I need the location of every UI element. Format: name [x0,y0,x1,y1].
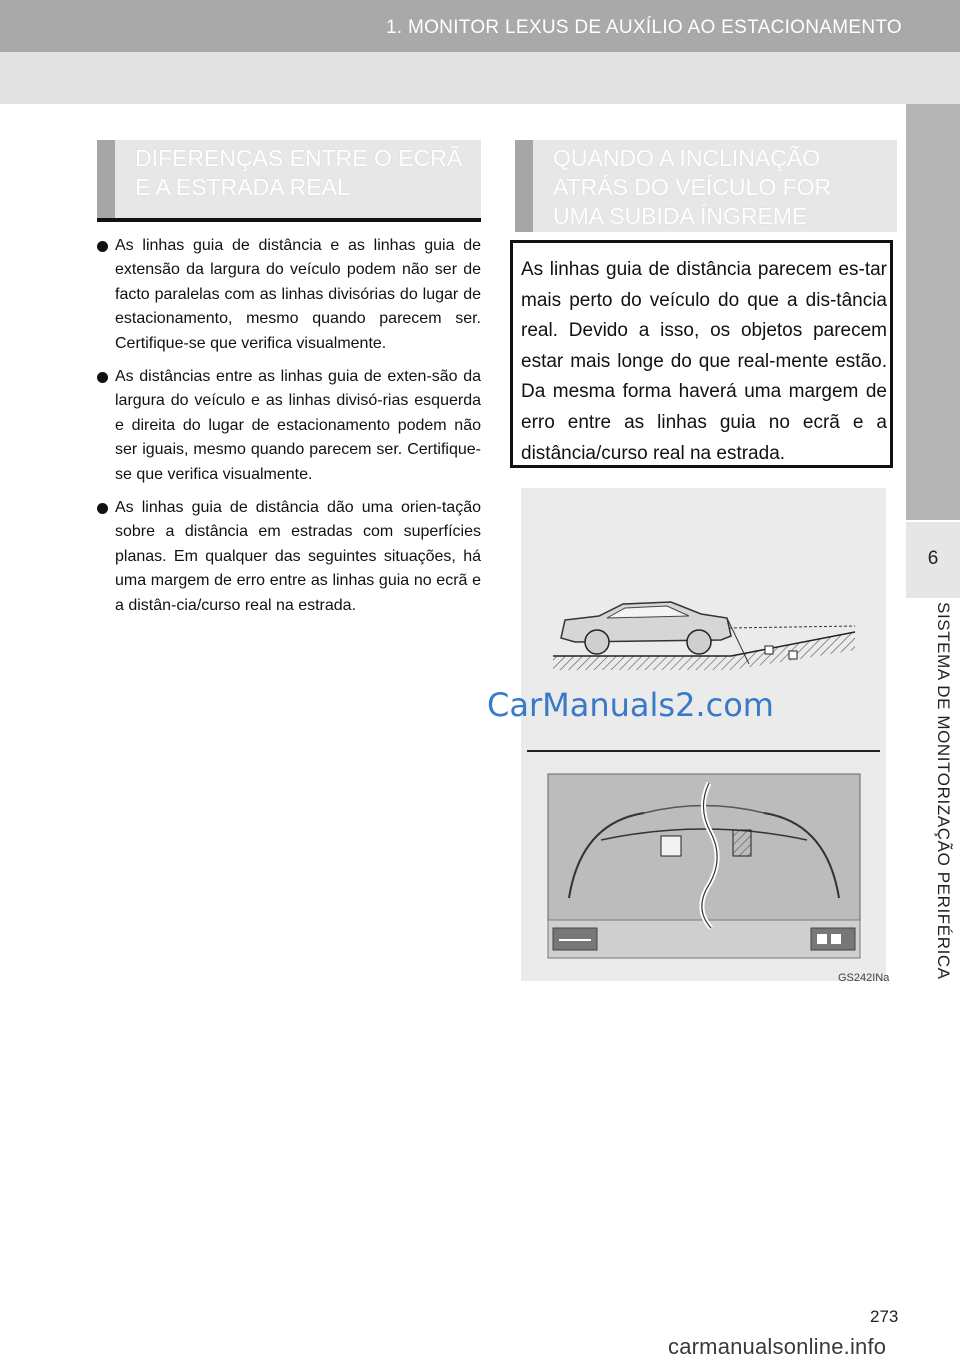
car-icon [561,602,731,654]
bullet-item [97,496,481,618]
footer-watermark-text: carmanualsonline.info [668,1334,887,1359]
bullet-list [97,234,481,627]
flat-ground [553,656,731,670]
bullet-text: As linhas guia de distância e as linhas guia de extensão da largura do veículo podem não ser de facto paralelas com as linhas divisórias do lugar de estacionamento, mesmo quando parecem ser. Certifique-se que verifica visualmente. [115,237,481,352]
heading-line: E A ESTRADA REAL [135,174,350,200]
side-tab-shade [906,104,960,520]
illustration [521,488,886,981]
heading-line: QUANDO A INCLINAÇÃO [553,145,821,171]
info-box-text: As linhas guia de distância parecem es-tar mais perto do veículo do que a dis-tância real. Devido a isso, os objetos parecem estar mais longe do que real-mente estão. Da mesma forma haverá uma margem de erro entre as linhas guia no ecrã e a distância/curso real na estrada. [521,259,887,464]
bullet-item [97,234,481,356]
watermark-text: CarManuals2.com [487,686,774,724]
heading-line: DIFERENÇAS ENTRE O ECRÃ [135,145,463,171]
bullet-dot-icon [97,503,108,514]
obstacle-icon [733,830,751,856]
heading-line: ATRÁS DO VEÍCULO FOR [553,174,832,200]
bullet-dot-icon [97,372,108,383]
bullet-text: As linhas guia de distância dão uma orien-tação sobre a distância em estradas com superfícies planas. Em qualquer das seguintes situações, há uma margem de erro entre as linhas guia no ecrã e a distân-cia/curso real na estrada. [115,499,481,614]
info-box [510,240,893,468]
side-tab-label: SISTEMA DE MONITORIZAÇÃO PERIFÉRICA [934,602,953,980]
footer-watermark [0,1320,960,1362]
marker-icon [765,646,773,654]
obstacle-icon [661,836,681,856]
marker-icon [789,651,797,659]
heading-accent-bar [515,140,533,232]
heading-line: UMA SUBIDA ÍNGREME [553,203,808,229]
bullet-item [97,365,481,487]
page-number: 273 [870,1307,899,1326]
page-header [0,0,960,104]
chapter-title: 1. MONITOR LEXUS DE AUXÍLIO AO ESTACIONAMENTO [385,17,902,38]
heading-accent-bar [97,140,115,218]
side-tab-number: 6 [927,548,939,569]
slope-illustration [521,488,886,981]
bullet-dot-icon [97,241,108,252]
bullet-text: As distâncias entre as linhas guia de exten-são da largura do veículo e as linhas divisó-rias esquerda e direita do lugar de estacionamento podem não ser iguais, mesmo quando parecem ser. Certifique-se que verifica visualmente. [115,368,481,483]
right-section-heading [515,140,897,232]
figure-code: GS242INa [838,972,890,984]
left-section-heading [97,140,481,222]
